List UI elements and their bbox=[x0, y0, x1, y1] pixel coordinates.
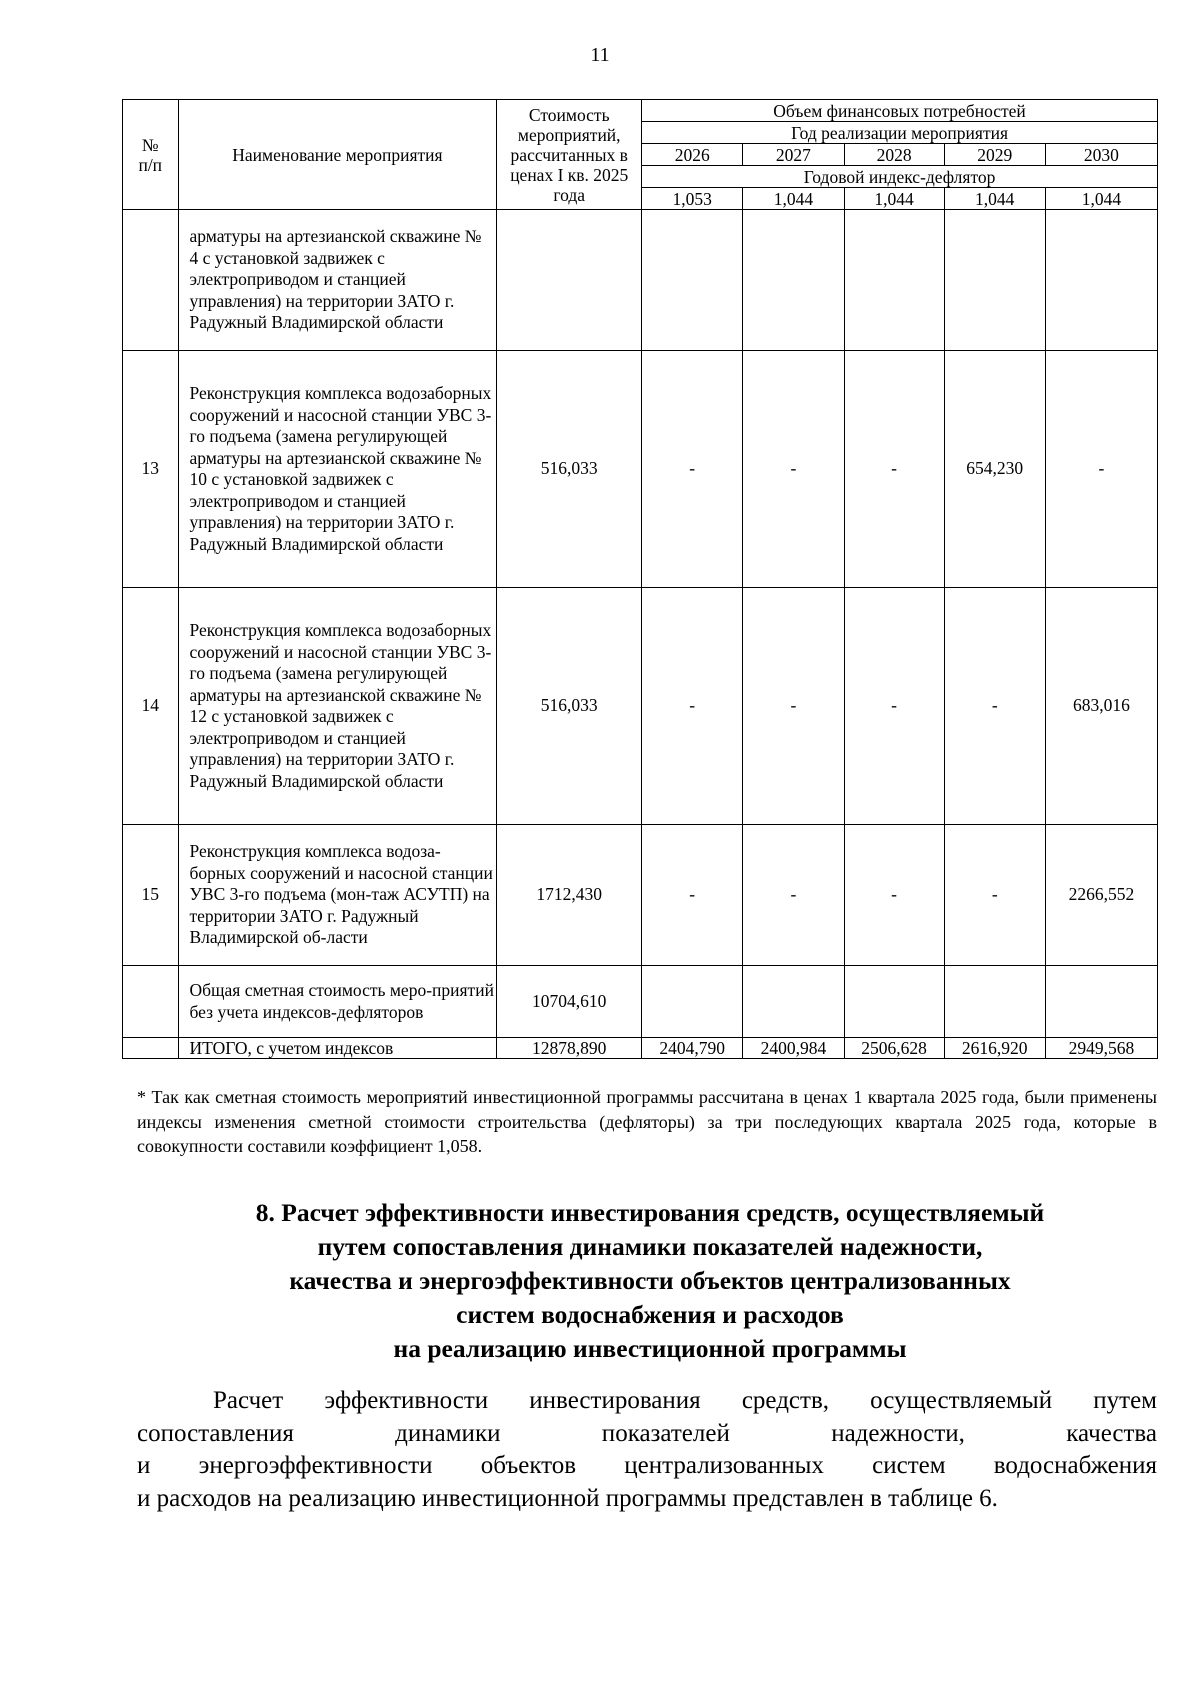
body-paragraph bbox=[137, 1385, 1157, 1515]
row-y2028 bbox=[844, 966, 944, 1038]
table-row-total bbox=[123, 1038, 1158, 1059]
header-year: 2029 bbox=[944, 144, 1045, 166]
heading-line: 8. Расчет эффективности инвестирования средств, осуществляемый bbox=[255, 1198, 1045, 1227]
header-year-group: Год реализации мероприятия bbox=[642, 122, 1158, 144]
heading-line: на реализацию инвестиционной программы bbox=[393, 1334, 907, 1363]
row-y2026: - bbox=[642, 351, 743, 588]
paragraph-line: Расчет эффективности инвестирования средств, осуществляемый путем bbox=[213, 1387, 1157, 1414]
row-cost: 516,033 bbox=[497, 351, 642, 588]
row-cost: 10704,610 bbox=[497, 966, 642, 1038]
paragraph-line: и энергоэффективности объектов централизованных систем водоснабжения bbox=[137, 1452, 1157, 1479]
page-number: 11 bbox=[590, 44, 610, 66]
table-row bbox=[123, 588, 1158, 825]
row-name: Реконструкция комплекса водоза-борных сооружений и насосной станции УВС 3-го подъема (мон-таж АСУТП) на территории ЗАТО г. Радужный Владимирской об-ласти bbox=[178, 825, 497, 966]
row-y2027: - bbox=[743, 825, 844, 966]
heading-line: качества и энергоэффективности объектов централизованных bbox=[289, 1266, 1011, 1295]
row-y2027: - bbox=[743, 351, 844, 588]
row-y2026: - bbox=[642, 588, 743, 825]
header-year: 2027 bbox=[743, 144, 844, 166]
section-heading bbox=[140, 1196, 1160, 1366]
paragraph-line: и расходов на реализацию инвестиционной программы представлен в таблице 6. bbox=[137, 1484, 998, 1512]
header-num: № п/п bbox=[123, 100, 179, 210]
header-year: 2028 bbox=[844, 144, 944, 166]
paragraph-line: сопоставления динамики показателей надежности, качества bbox=[137, 1419, 1157, 1447]
table-row-subtotal bbox=[123, 966, 1158, 1038]
row-num bbox=[123, 1038, 179, 1059]
deflator-value: 1,044 bbox=[944, 188, 1045, 210]
table-row bbox=[123, 210, 1158, 351]
row-y2030: 2266,552 bbox=[1045, 825, 1157, 966]
row-cost: 12878,890 bbox=[497, 1038, 642, 1059]
header-cost: Стоимость мероприятий, рассчитанных в ценах I кв. 2025 года bbox=[497, 100, 642, 210]
table-row bbox=[123, 351, 1158, 588]
deflator-value: 1,044 bbox=[844, 188, 944, 210]
row-y2029 bbox=[944, 966, 1045, 1038]
row-y2028: - bbox=[844, 351, 944, 588]
table-footnote: * Так как сметная стоимость мероприятий инвестиционной программы рассчитана в ценах 1 квартала 2025 года, были применены индексы изменения сметной стоимости строительства (дефляторы) за три последующих квартала 2025 года, которые в совокупности составили коэффициент 1,058. bbox=[137, 1087, 1157, 1156]
row-y2030: - bbox=[1045, 351, 1157, 588]
row-num: 13 bbox=[123, 351, 179, 588]
row-name: Реконструкция комплекса водозаборных сооружений и насосной станции УВС 3-го подъема (замена регулирующей арматуры на артезианской скважине № 10 с установкой задвижек с электроприводом и станцией управления) на территории ЗАТО г. Радужный Владимирской области bbox=[178, 351, 497, 588]
financial-needs-table bbox=[122, 99, 1158, 1059]
row-y2026 bbox=[642, 966, 743, 1038]
header-year: 2026 bbox=[642, 144, 743, 166]
row-y2030: 2949,568 bbox=[1045, 1038, 1157, 1059]
row-y2026: 2404,790 bbox=[642, 1038, 743, 1059]
row-num: 15 bbox=[123, 825, 179, 966]
row-num bbox=[123, 966, 179, 1038]
row-y2029: - bbox=[944, 825, 1045, 966]
row-name: ИТОГО, с учетом индексов bbox=[178, 1038, 497, 1059]
row-y2027: - bbox=[743, 588, 844, 825]
row-y2029: 654,230 bbox=[944, 351, 1045, 588]
deflator-value: 1,053 bbox=[642, 188, 743, 210]
row-y2028 bbox=[844, 210, 944, 351]
table-row bbox=[123, 825, 1158, 966]
row-y2028: 2506,628 bbox=[844, 1038, 944, 1059]
row-y2027 bbox=[743, 966, 844, 1038]
row-y2030: 683,016 bbox=[1045, 588, 1157, 825]
row-num: 14 bbox=[123, 588, 179, 825]
row-cost bbox=[497, 210, 642, 351]
row-y2029: - bbox=[944, 588, 1045, 825]
row-y2028: - bbox=[844, 825, 944, 966]
table-header-row-1 bbox=[123, 100, 1158, 122]
row-y2026: - bbox=[642, 825, 743, 966]
heading-line: путем сопоставления динамики показателей надежности, bbox=[317, 1232, 983, 1261]
row-y2027: 2400,984 bbox=[743, 1038, 844, 1059]
header-volume: Объем финансовых потребностей bbox=[642, 100, 1158, 122]
deflator-value: 1,044 bbox=[1045, 188, 1157, 210]
row-y2027 bbox=[743, 210, 844, 351]
header-name: Наименование мероприятия bbox=[178, 100, 497, 210]
row-cost: 1712,430 bbox=[497, 825, 642, 966]
row-y2026 bbox=[642, 210, 743, 351]
row-cost: 516,033 bbox=[497, 588, 642, 825]
row-y2029 bbox=[944, 210, 1045, 351]
row-y2030 bbox=[1045, 966, 1157, 1038]
row-num bbox=[123, 210, 179, 351]
row-y2029: 2616,920 bbox=[944, 1038, 1045, 1059]
row-y2028: - bbox=[844, 588, 944, 825]
row-name: арматуры на артезианской скважине № 4 с установкой задвижек с электроприводом и станцией управления) на территории ЗАТО г. Радужный Владимирской области bbox=[178, 210, 497, 351]
deflator-value: 1,044 bbox=[743, 188, 844, 210]
row-name: Общая сметная стоимость меро-приятий без учета индексов-дефляторов bbox=[178, 966, 497, 1038]
heading-line: систем водоснабжения и расходов bbox=[456, 1300, 844, 1329]
row-name: Реконструкция комплекса водозаборных сооружений и насосной станции УВС 3-го подъема (замена регулирующей арматуры на артезианской скважине № 12 с установкой задвижек с электроприводом и станцией управления) на территории ЗАТО г. Радужный Владимирской области bbox=[178, 588, 497, 825]
header-year: 2030 bbox=[1045, 144, 1157, 166]
row-y2030 bbox=[1045, 210, 1157, 351]
header-deflator-label: Годовой индекс-дефлятор bbox=[642, 166, 1158, 188]
